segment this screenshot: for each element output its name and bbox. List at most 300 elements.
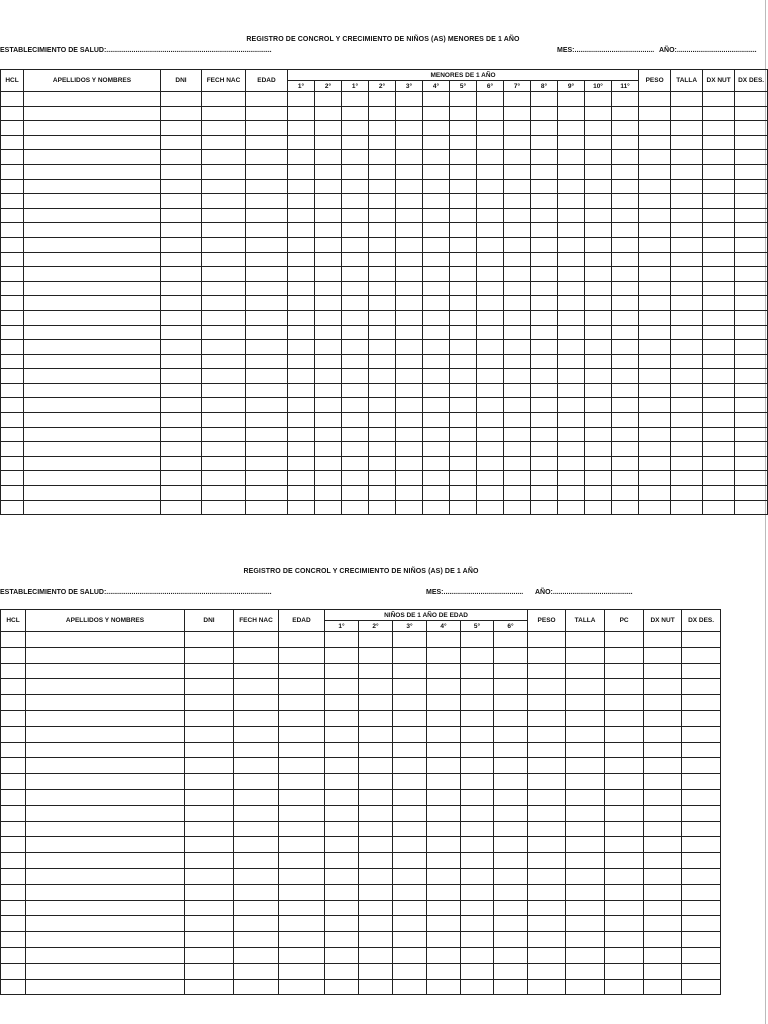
table-cell[interactable] [26,979,185,995]
table-cell[interactable] [26,837,185,853]
table-cell[interactable] [671,223,703,238]
table-cell[interactable] [202,121,246,136]
table-cell[interactable] [477,92,504,107]
table-cell[interactable] [558,135,585,150]
table-cell[interactable] [558,427,585,442]
table-cell[interactable] [504,194,531,209]
table-cell[interactable] [671,340,703,355]
table-cell[interactable] [325,837,359,853]
table-cell[interactable] [359,679,393,695]
table-cell[interactable] [161,194,202,209]
table-cell[interactable] [639,486,671,501]
table-cell[interactable] [605,837,644,853]
table-cell[interactable] [605,695,644,711]
table-cell[interactable] [450,325,477,340]
table-cell[interactable] [644,805,682,821]
table-cell[interactable] [682,884,721,900]
table-cell[interactable] [585,92,612,107]
table-cell[interactable] [477,208,504,223]
table-cell[interactable] [504,310,531,325]
table-cell[interactable] [185,932,234,948]
table-cell[interactable] [1,150,24,165]
table-cell[interactable] [185,884,234,900]
table-cell[interactable] [393,726,427,742]
table-cell[interactable] [234,710,279,726]
table-cell[interactable] [566,679,605,695]
table-cell[interactable] [26,821,185,837]
table-cell[interactable] [393,963,427,979]
table-cell[interactable] [558,164,585,179]
table-cell[interactable] [735,413,768,428]
table-cell[interactable] [288,471,315,486]
table-cell[interactable] [427,932,461,948]
table-cell[interactable] [504,383,531,398]
table-cell[interactable] [427,647,461,663]
table-cell[interactable] [585,456,612,471]
table-cell[interactable] [612,121,639,136]
table-cell[interactable] [369,267,396,282]
table-cell[interactable] [26,710,185,726]
table-cell[interactable] [234,821,279,837]
table-cell[interactable] [566,916,605,932]
table-cell[interactable] [605,947,644,963]
table-cell[interactable] [477,223,504,238]
table-cell[interactable] [24,456,161,471]
table-cell[interactable] [202,486,246,501]
table-cell[interactable] [477,310,504,325]
table-cell[interactable] [639,340,671,355]
table-cell[interactable] [26,632,185,648]
table-cell[interactable] [735,223,768,238]
table-cell[interactable] [24,325,161,340]
table-cell[interactable] [315,354,342,369]
table-cell[interactable] [531,121,558,136]
table-cell[interactable] [423,296,450,311]
table-cell[interactable] [639,237,671,252]
table-cell[interactable] [612,281,639,296]
table-cell[interactable] [477,340,504,355]
table-cell[interactable] [605,742,644,758]
table-cell[interactable] [450,267,477,282]
table-cell[interactable] [528,947,566,963]
table-cell[interactable] [202,340,246,355]
table-cell[interactable] [325,884,359,900]
table-cell[interactable] [644,632,682,648]
table-cell[interactable] [359,647,393,663]
table-cell[interactable] [1,695,26,711]
table-cell[interactable] [288,310,315,325]
table-cell[interactable] [396,179,423,194]
table-cell[interactable] [26,916,185,932]
table-cell[interactable] [246,223,288,238]
table-cell[interactable] [1,853,26,869]
table-cell[interactable] [703,471,735,486]
table-cell[interactable] [528,632,566,648]
table-cell[interactable] [185,868,234,884]
table-cell[interactable] [735,281,768,296]
table-cell[interactable] [612,150,639,165]
table-cell[interactable] [202,237,246,252]
table-cell[interactable] [359,947,393,963]
table-cell[interactable] [605,884,644,900]
table-cell[interactable] [605,805,644,821]
table-cell[interactable] [393,932,427,948]
table-cell[interactable] [26,742,185,758]
table-cell[interactable] [703,106,735,121]
table-cell[interactable] [605,758,644,774]
table-cell[interactable] [682,695,721,711]
table-cell[interactable] [639,354,671,369]
table-cell[interactable] [639,106,671,121]
table-cell[interactable] [682,710,721,726]
table-cell[interactable] [494,947,528,963]
table-cell[interactable] [585,500,612,515]
table-cell[interactable] [558,369,585,384]
table-cell[interactable] [644,774,682,790]
table-cell[interactable] [185,805,234,821]
table-cell[interactable] [325,900,359,916]
table-cell[interactable] [427,884,461,900]
table-cell[interactable] [558,267,585,282]
table-cell[interactable] [315,281,342,296]
table-cell[interactable] [528,821,566,837]
table-cell[interactable] [671,267,703,282]
table-cell[interactable] [644,916,682,932]
table-cell[interactable] [612,310,639,325]
table-cell[interactable] [427,947,461,963]
table-cell[interactable] [450,500,477,515]
table-cell[interactable] [682,900,721,916]
table-cell[interactable] [735,369,768,384]
table-cell[interactable] [612,296,639,311]
table-cell[interactable] [461,979,494,995]
form1-anio-field[interactable]: AÑO:......................................... [659,47,757,54]
table-cell[interactable] [423,442,450,457]
table-cell[interactable] [644,963,682,979]
table-cell[interactable] [202,135,246,150]
table-cell[interactable] [528,647,566,663]
table-cell[interactable] [1,369,24,384]
table-cell[interactable] [612,106,639,121]
table-cell[interactable] [1,398,24,413]
table-cell[interactable] [671,121,703,136]
table-cell[interactable] [682,979,721,995]
table-cell[interactable] [315,310,342,325]
table-cell[interactable] [202,456,246,471]
table-cell[interactable] [671,427,703,442]
table-cell[interactable] [1,963,26,979]
table-cell[interactable] [585,237,612,252]
table-cell[interactable] [644,679,682,695]
table-cell[interactable] [450,223,477,238]
table-cell[interactable] [494,679,528,695]
table-cell[interactable] [504,427,531,442]
table-cell[interactable] [24,310,161,325]
table-cell[interactable] [315,456,342,471]
table-cell[interactable] [234,647,279,663]
table-cell[interactable] [461,742,494,758]
table-cell[interactable] [504,135,531,150]
table-cell[interactable] [325,758,359,774]
table-cell[interactable] [450,208,477,223]
table-cell[interactable] [477,383,504,398]
table-cell[interactable] [185,821,234,837]
table-cell[interactable] [427,758,461,774]
table-cell[interactable] [427,868,461,884]
table-cell[interactable] [566,900,605,916]
table-cell[interactable] [393,663,427,679]
table-cell[interactable] [234,679,279,695]
table-cell[interactable] [342,208,369,223]
table-cell[interactable] [342,427,369,442]
table-cell[interactable] [671,106,703,121]
table-cell[interactable] [325,726,359,742]
table-cell[interactable] [504,442,531,457]
table-cell[interactable] [504,121,531,136]
table-cell[interactable] [393,774,427,790]
table-cell[interactable] [369,179,396,194]
table-cell[interactable] [644,900,682,916]
table-cell[interactable] [246,281,288,296]
table-cell[interactable] [558,106,585,121]
table-cell[interactable] [246,427,288,442]
table-cell[interactable] [202,92,246,107]
table-cell[interactable] [1,805,26,821]
table-cell[interactable] [279,900,325,916]
table-cell[interactable] [612,164,639,179]
table-cell[interactable] [396,354,423,369]
table-cell[interactable] [531,208,558,223]
table-cell[interactable] [461,963,494,979]
table-cell[interactable] [342,106,369,121]
table-cell[interactable] [369,208,396,223]
table-cell[interactable] [566,663,605,679]
table-cell[interactable] [427,900,461,916]
table-cell[interactable] [461,663,494,679]
table-cell[interactable] [585,150,612,165]
table-cell[interactable] [359,821,393,837]
table-cell[interactable] [735,310,768,325]
table-cell[interactable] [288,325,315,340]
table-cell[interactable] [703,164,735,179]
table-cell[interactable] [558,398,585,413]
table-cell[interactable] [1,106,24,121]
table-cell[interactable] [185,742,234,758]
table-cell[interactable] [246,486,288,501]
table-cell[interactable] [612,223,639,238]
table-cell[interactable] [504,252,531,267]
table-cell[interactable] [24,398,161,413]
table-cell[interactable] [477,325,504,340]
table-cell[interactable] [644,979,682,995]
table-cell[interactable] [279,647,325,663]
table-cell[interactable] [396,92,423,107]
table-cell[interactable] [315,121,342,136]
table-cell[interactable] [558,442,585,457]
table-cell[interactable] [1,837,26,853]
table-cell[interactable] [423,456,450,471]
table-cell[interactable] [566,789,605,805]
table-cell[interactable] [279,947,325,963]
table-cell[interactable] [288,413,315,428]
table-cell[interactable] [369,354,396,369]
table-cell[interactable] [342,354,369,369]
table-cell[interactable] [24,150,161,165]
table-cell[interactable] [161,383,202,398]
table-cell[interactable] [369,164,396,179]
table-cell[interactable] [585,179,612,194]
table-cell[interactable] [423,252,450,267]
table-cell[interactable] [342,442,369,457]
table-cell[interactable] [279,979,325,995]
table-cell[interactable] [735,208,768,223]
form2-mes-field[interactable]: MES:......................................... [426,589,524,596]
table-cell[interactable] [671,471,703,486]
table-cell[interactable] [359,853,393,869]
table-cell[interactable] [735,427,768,442]
table-cell[interactable] [202,296,246,311]
table-cell[interactable] [494,868,528,884]
table-cell[interactable] [528,774,566,790]
table-cell[interactable] [369,121,396,136]
table-cell[interactable] [703,150,735,165]
table-cell[interactable] [185,916,234,932]
table-cell[interactable] [423,427,450,442]
table-cell[interactable] [234,758,279,774]
table-cell[interactable] [26,695,185,711]
table-cell[interactable] [639,135,671,150]
table-cell[interactable] [528,742,566,758]
table-cell[interactable] [528,868,566,884]
table-cell[interactable] [566,726,605,742]
table-cell[interactable] [477,500,504,515]
table-cell[interactable] [671,92,703,107]
table-cell[interactable] [639,121,671,136]
table-cell[interactable] [396,296,423,311]
table-cell[interactable] [315,194,342,209]
table-cell[interactable] [531,427,558,442]
table-cell[interactable] [279,774,325,790]
table-cell[interactable] [185,632,234,648]
table-cell[interactable] [246,456,288,471]
table-cell[interactable] [585,164,612,179]
table-cell[interactable] [396,398,423,413]
table-cell[interactable] [528,710,566,726]
table-cell[interactable] [528,663,566,679]
form1-establecimiento-field[interactable]: ESTABLECIMIENTO DE SALUD:..................................................................................... [0,47,272,54]
table-cell[interactable] [185,710,234,726]
table-cell[interactable] [325,710,359,726]
table-cell[interactable] [393,695,427,711]
table-cell[interactable] [359,663,393,679]
table-cell[interactable] [396,194,423,209]
table-cell[interactable] [671,164,703,179]
table-cell[interactable] [246,340,288,355]
table-cell[interactable] [325,632,359,648]
table-cell[interactable] [423,413,450,428]
table-cell[interactable] [427,695,461,711]
table-cell[interactable] [325,932,359,948]
table-cell[interactable] [585,383,612,398]
table-cell[interactable] [566,632,605,648]
table-cell[interactable] [671,369,703,384]
table-cell[interactable] [393,742,427,758]
table-cell[interactable] [558,383,585,398]
table-cell[interactable] [369,486,396,501]
table-cell[interactable] [369,106,396,121]
table-cell[interactable] [202,325,246,340]
table-cell[interactable] [504,164,531,179]
table-cell[interactable] [423,164,450,179]
table-cell[interactable] [671,179,703,194]
table-cell[interactable] [585,442,612,457]
table-cell[interactable] [1,900,26,916]
table-cell[interactable] [342,150,369,165]
table-cell[interactable] [1,413,24,428]
table-cell[interactable] [185,947,234,963]
table-cell[interactable] [735,471,768,486]
table-cell[interactable] [1,164,24,179]
table-cell[interactable] [671,325,703,340]
table-cell[interactable] [325,679,359,695]
table-cell[interactable] [605,868,644,884]
table-cell[interactable] [494,695,528,711]
table-cell[interactable] [315,135,342,150]
table-cell[interactable] [671,442,703,457]
table-cell[interactable] [288,150,315,165]
table-cell[interactable] [288,296,315,311]
table-cell[interactable] [531,413,558,428]
table-cell[interactable] [185,774,234,790]
table-cell[interactable] [671,413,703,428]
table-cell[interactable] [161,281,202,296]
table-cell[interactable] [671,281,703,296]
table-cell[interactable] [1,456,24,471]
table-cell[interactable] [234,916,279,932]
table-cell[interactable] [671,398,703,413]
table-cell[interactable] [494,726,528,742]
table-cell[interactable] [531,310,558,325]
table-cell[interactable] [246,500,288,515]
table-cell[interactable] [703,281,735,296]
table-cell[interactable] [671,237,703,252]
table-cell[interactable] [477,471,504,486]
table-cell[interactable] [246,237,288,252]
table-cell[interactable] [279,884,325,900]
table-cell[interactable] [1,383,24,398]
table-cell[interactable] [585,413,612,428]
table-cell[interactable] [26,884,185,900]
table-cell[interactable] [1,742,26,758]
table-cell[interactable] [671,296,703,311]
table-cell[interactable] [528,805,566,821]
table-cell[interactable] [735,456,768,471]
table-cell[interactable] [1,237,24,252]
table-cell[interactable] [26,679,185,695]
table-cell[interactable] [315,208,342,223]
table-cell[interactable] [315,164,342,179]
table-cell[interactable] [288,237,315,252]
table-cell[interactable] [288,456,315,471]
table-cell[interactable] [279,632,325,648]
table-cell[interactable] [494,710,528,726]
table-cell[interactable] [682,963,721,979]
table-cell[interactable] [396,310,423,325]
table-cell[interactable] [369,456,396,471]
table-cell[interactable] [682,868,721,884]
table-cell[interactable] [566,947,605,963]
table-cell[interactable] [612,486,639,501]
